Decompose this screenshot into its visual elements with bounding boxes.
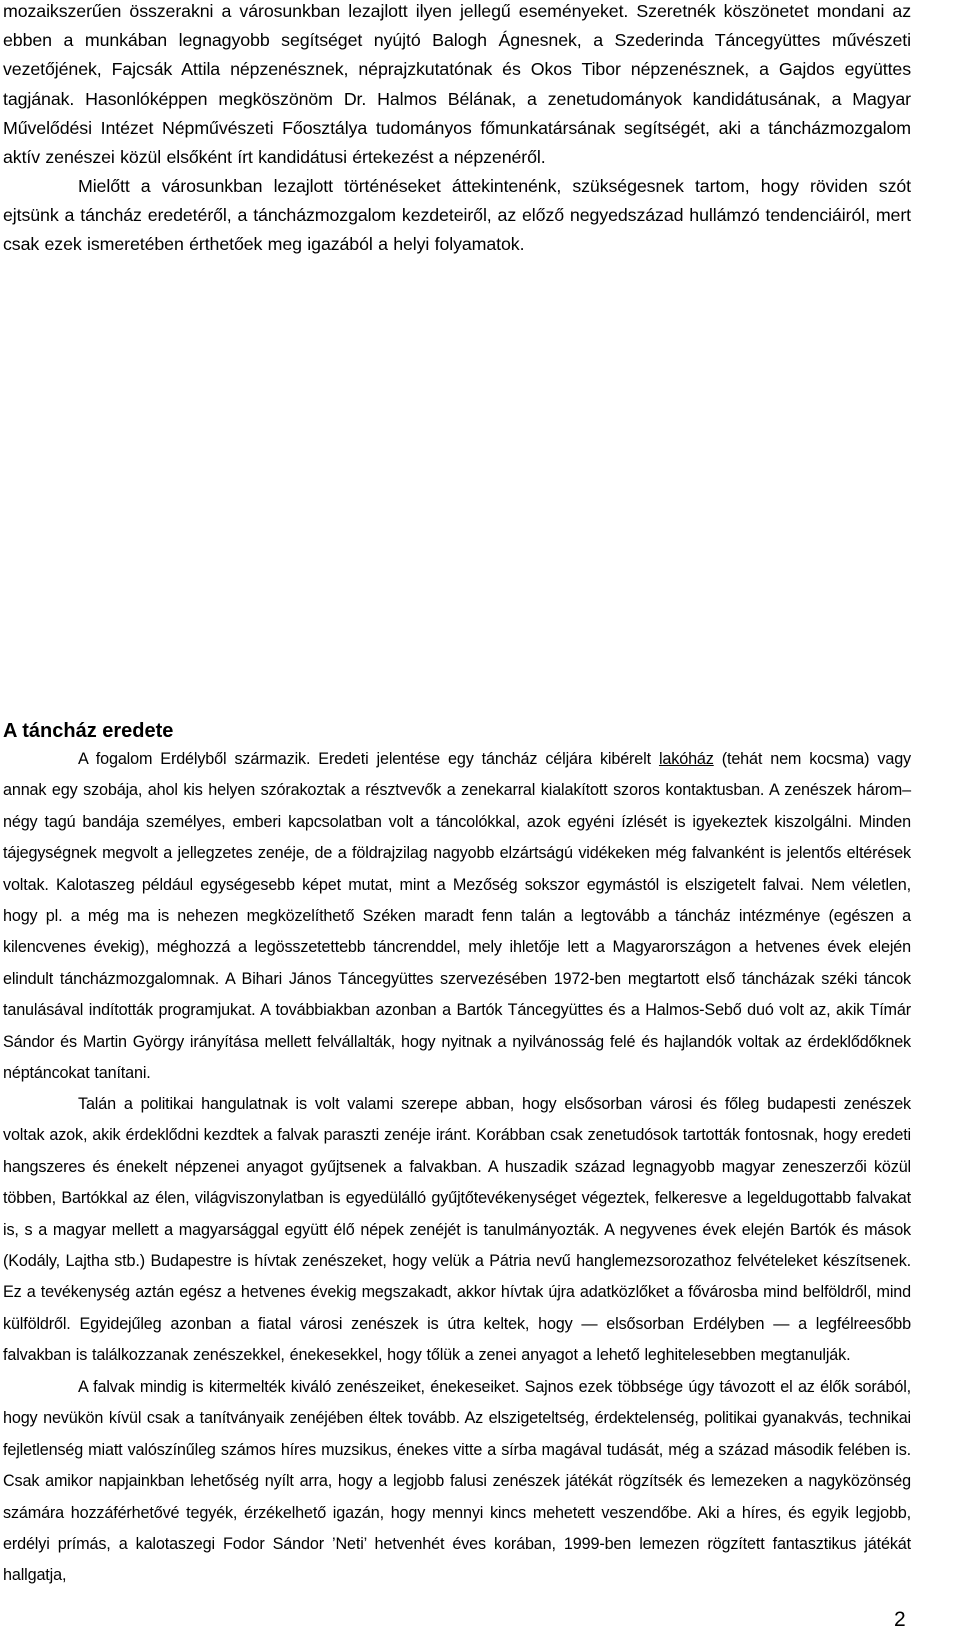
- section-paragraph-2-text: Talán a politikai hangulatnak is volt valami szerepe abban, hogy elsősorban városi és főleg budapesti zenészek voltak azok, akik érdeklődni kezdtek a falvak paraszti zenéje iránt. Korábban csak zenetudósok tartották fontosnak, hogy eredeti hangszeres és énekelt népzenei anyagot gyűjtsenek a falvakban. A huszadik század legnagyobb magyar zeneszerzői közül többen, Bartókkal az élen, világviszonylatban is egyedülálló gyűjtőtevékenységet végeztek, felkeresve a legeldugottabb falvakat is, s a magyar mellett a magyarsággal együtt élő népek zenéjét is tanulmányozták. A negyvenes évek elején Bartók és mások (Kodály, Lajtha stb.) Budapestre is hívtak zenészeket, hogy velük a Pátria nevű hanglemezsorozathoz felvételeket készítsenek. Ez a tevékenység aztán egész a hetvenes évekig megszakadt, akkor hívtak újra adatközlőket a fővárosba mind belföldről, mind külföldről. Egyidejűleg azonban a fiatal városi zenészek is útra keltek, hogy — elsősorban Erdélyben — a legfélreesőbb falvakban is találkozzanak zenészekkel, énekesekkel, hogy tőlük a zenei anyagot a lehető leghitelesebben megtanulják.: [3, 1095, 911, 1365]
- page-number: 2: [894, 1608, 906, 1631]
- section-paragraph-1: [3, 744, 911, 1089]
- section-paragraph-1-text-b: (tehát nem kocsma) vagy annak egy szobája, ahol kis helyen szórakoztak a résztvevők a zenekarral kialakított szoros kontaktusban. A zenészek három–négy tagú bandája személyes, emberi kapcsolatban volt a táncolókkal, azok egyéni ízlését is igyekeztek kiszolgálni. Minden tájegységnek megvolt a jellegzetes zenéje, de a földrajzilag nagyobb elzártságú vidékeken még falvanként is jelentős eltérések voltak. Kalotaszeg például egységesebb képet mutat, mint a Mezőség sokszor egymástól is elszigetelt falvai. Nem véletlen, hogy pl. a még ma is nehezen megközelíthető Széken maradt fenn talán a legtovább a táncház intézménye (egészen a kilencvenes évekig), méghozzá a legösszetettebb táncrenddel, mely ihletője lett a Magyarországon a hetvenes évek elején elindult táncházmozgalomnak. A Bihari János Táncegyüttes szervezésében 1972-ben megtartott első táncházak széki táncok tanulásával indították programjukat. A továbbiakban azonban a Bartók Táncegyüttes és a Halmos-Sebő duó volt az, akik Tímár Sándor és Martin György irányítása mellett felvállalták, hogy nyitnak a nyilvánosság felé és hajlandók voltak az érdeklődőknek néptáncokat tanítani.: [3, 750, 911, 1083]
- section-heading: A táncház eredete: [3, 720, 174, 742]
- intro-paragraph-2: [3, 172, 911, 260]
- intro-paragraph-2-text: Mielőtt a városunkban lezajlott történéseket áttekintenénk, szükségesnek tartom, hogy röviden szót ejtsünk a táncház eredetéről, a táncházmozgalom kezdeteiről, az előző negyedszázad hullámzó tendenciáiról, mert csak ezek ismeretében érthetőek meg igazából a helyi folyamatok.: [3, 176, 911, 255]
- section-paragraph-3-text: A falvak mindig is kitermelték kiváló zenészeiket, énekeseiket. Sajnos ezek többsége úgy távozott el az élők sorából, hogy nevükön kívül csak a tanítványaik zenéjében éltek tovább. Az elszigeteltség, érdektelenség, politikai gyanakvás, technikai fejletlenség miatt valószínűleg számos híres muzsikus, énekes vitte a sírba magával tudását, még a század második felében is. Csak amikor napjainkban lehetőség nyílt arra, hogy a legjobb falusi zenészek játékát rögzítsék és lemezeken a nagyközönség számára hozzáférhetővé tegyék, érzékelhető igazán, hogy mennyi kincs mehetett veszendőbe. Aki a híres, és egyik legjobb, erdélyi prímás, a kalotaszegi Fodor Sándor ’Neti’ hetvenhét éves korában, 1999-ben lemezen rögzített fantasztikus játékát hallgatja,: [3, 1378, 911, 1585]
- intro-paragraph-tail-text: mozaikszerűen összerakni a városunkban lezajlott ilyen jellegű eseményeket. Szeretnék köszönetet mondani az ebben a munkában legnagyobb segítséget nyújtó Balogh Ágnesnek, a Szederinda Táncegyüttes művészeti vezetőjének, Fajcsák Attila népzenésznek, néprajzkutatónak és Okos Tibor népzenésznek, a Gajdos együttes tagjának. Hasonlóképpen megköszönöm Dr. Halmos Bélának, a zenetudományok kandidátusának, a Magyar Művelődési Intézet Népművészeti Főosztálya tudományos főmunkatársának segítségét, aki a táncházmozgalom aktív zenészei közül elsőként írt kandidátusi értekezést a népzenéről.: [3, 1, 911, 168]
- intro-paragraph-tail: [3, 0, 911, 172]
- section-paragraph-3: [3, 1372, 911, 1592]
- section-paragraph-2: [3, 1089, 911, 1372]
- underlined-term: lakóház: [658, 750, 714, 768]
- section-paragraph-1-text-a: A fogalom Erdélyből származik. Eredeti jelentése egy táncház céljára kibérelt: [78, 750, 659, 768]
